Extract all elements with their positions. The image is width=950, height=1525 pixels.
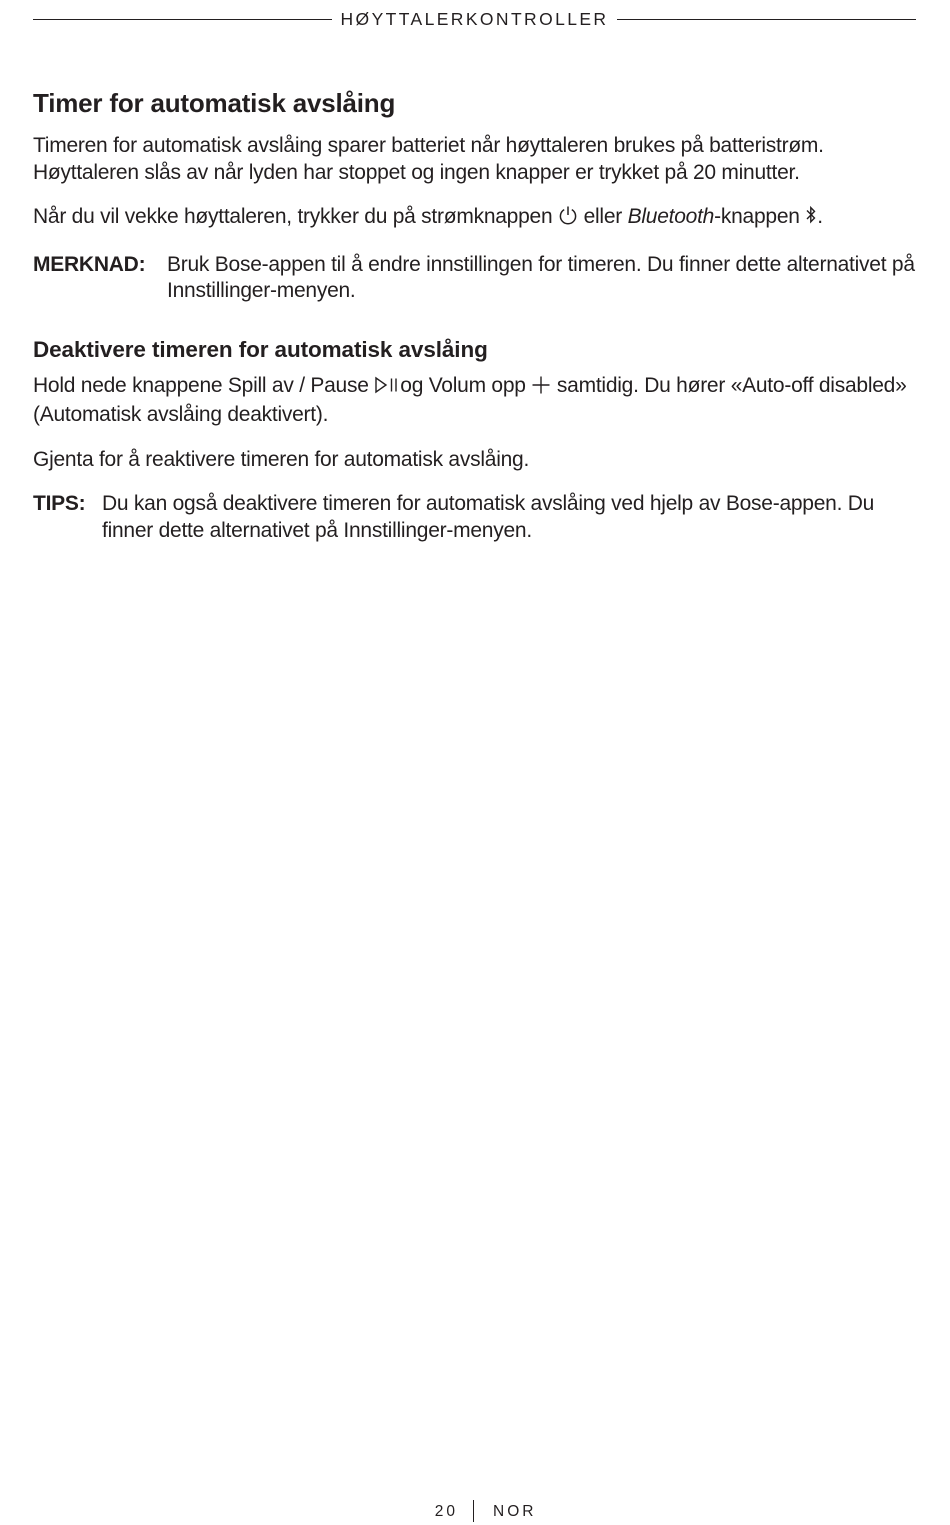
page-number: 20 <box>434 1503 458 1520</box>
section-spacer <box>33 323 918 335</box>
paragraph-disable-instructions <box>33 373 918 429</box>
header-title: HØYTTALERKONTROLLER <box>340 8 609 29</box>
wake-text-3: -knappen <box>714 205 800 228</box>
bluetooth-word: Bluetooth <box>627 205 715 228</box>
page-footer <box>0 1500 950 1524</box>
paragraph-auto-off-intro: Timeren for automatisk avslåing sparer batteriet når høyttaleren brukes på batteristrøm. Høyttaleren slås av når lyden har stoppet og ingen knapper er trykket på 20 minutter. <box>33 134 824 184</box>
page-header <box>33 8 916 30</box>
play-pause-icon <box>374 375 400 403</box>
note-tips <box>33 491 918 544</box>
note-text: Bruk Bose-appen til å endre innstillingen for timeren. Du finner dette alternativet på Innstillinger-menyen. <box>167 252 915 302</box>
note-merknad <box>33 252 918 305</box>
section-heading-disable-timer: Deaktivere timeren for automatisk avslåing <box>33 336 488 362</box>
plus-icon <box>531 375 551 403</box>
tips-label: TIPS: <box>33 492 86 515</box>
tips-text: Du kan også deaktivere timeren for automatisk avslåing ved hjelp av Bose-appen. Du finner dette alternativet på Innstillinger-menyen. <box>102 492 875 542</box>
language-code: NOR <box>493 1503 537 1520</box>
power-icon <box>558 204 578 234</box>
footer-divider <box>473 1500 474 1522</box>
wake-text-1: Når du vil vekke høyttaleren, trykker du på strømknappen <box>33 205 553 228</box>
disable-text-1: Hold nede knappene Spill av / Pause <box>33 373 369 397</box>
note-label: MERKNAD: <box>33 252 146 276</box>
disable-text-2: og Volum opp <box>400 373 526 397</box>
disable-text-3: samtidig. Du hører «Auto-off disabled» (Automatisk avslåing deaktivert). <box>33 373 907 426</box>
header-rule-right <box>617 19 916 20</box>
bluetooth-icon <box>805 204 817 234</box>
paragraph-reactivate: Gjenta for å reaktivere timeren for automatisk avslåing. <box>33 447 530 471</box>
page-content <box>33 86 918 562</box>
paragraph-wake-speaker <box>33 204 918 234</box>
section-heading-auto-off: Timer for automatisk avslåing <box>33 88 396 118</box>
wake-text-end: . <box>817 205 823 228</box>
header-rule-left <box>33 19 332 20</box>
wake-text-2: eller <box>583 205 623 228</box>
